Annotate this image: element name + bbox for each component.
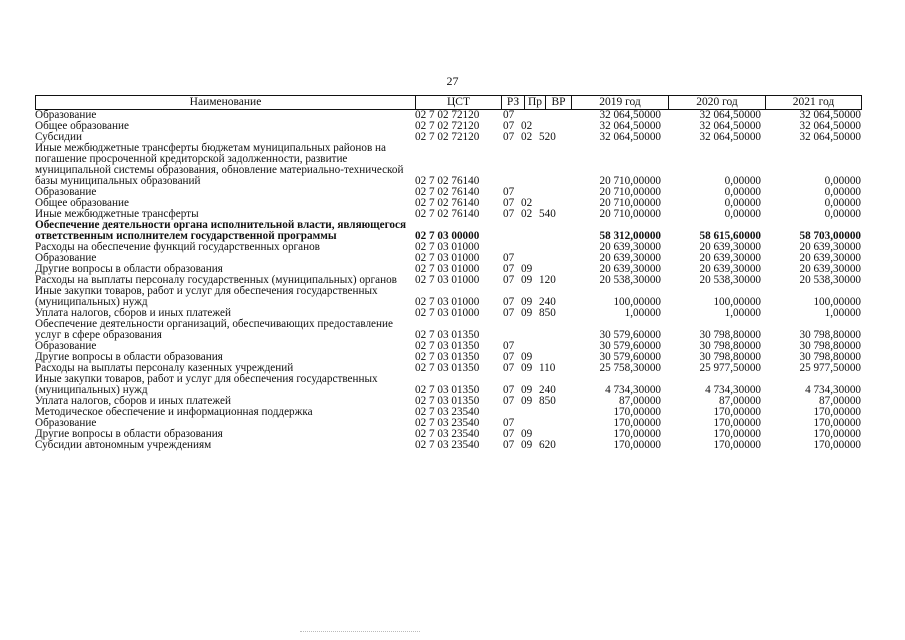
header-name: Наименование — [35, 95, 415, 110]
row-2021: 30 798,80000 — [799, 329, 861, 341]
row-name: Субсидии — [35, 131, 82, 143]
budget-table — [35, 95, 870, 451]
row-2020: 30 798,80000 — [699, 340, 761, 352]
row-cst: 02 7 03 01350 — [415, 395, 480, 407]
row-2020: 20 538,30000 — [699, 274, 761, 286]
header-2019: 2019 год — [571, 95, 668, 110]
row-2019: 20 639,30000 — [599, 263, 661, 275]
row-rz: 07 — [503, 274, 515, 286]
row-2021: 32 064,50000 — [799, 120, 861, 132]
row-2019: 58 312,00000 — [599, 230, 661, 242]
row-2019: 170,00000 — [613, 406, 661, 418]
row-vr: 110 — [539, 362, 556, 374]
row-2020: 170,00000 — [713, 439, 761, 451]
row-name: Другие вопросы в области образования — [35, 263, 223, 275]
row-cst: 02 7 03 01350 — [415, 351, 480, 363]
row-cst: 02 7 03 23540 — [415, 417, 480, 429]
row-2021: 20 639,30000 — [799, 263, 861, 275]
table-row — [35, 143, 870, 187]
row-2019: 20 710,00000 — [599, 175, 661, 187]
row-vr: 240 — [539, 296, 556, 308]
row-2019: 30 579,60000 — [599, 329, 661, 341]
row-2019: 32 064,50000 — [599, 120, 661, 132]
row-2020: 30 798,80000 — [699, 329, 761, 341]
row-2020: 0,00000 — [724, 197, 761, 209]
row-2019: 32 064,50000 — [599, 109, 661, 121]
header-vr: ВР — [545, 95, 571, 110]
row-2020: 4 734,30000 — [705, 384, 761, 396]
row-pr: 09 — [521, 439, 533, 451]
row-name: Методическое обеспечение и информационная поддержка — [35, 406, 313, 418]
row-2021: 4 734,30000 — [805, 384, 861, 396]
row-cst: 02 7 03 01000 — [415, 307, 480, 319]
header-2021: 2021 год — [765, 95, 862, 110]
row-cst: 02 7 03 01000 — [415, 263, 480, 275]
row-2019: 87,00000 — [619, 395, 661, 407]
row-pr: 09 — [521, 296, 533, 308]
row-pr: 09 — [521, 263, 533, 275]
row-vr: 520 — [539, 131, 556, 143]
row-vr: 240 — [539, 384, 556, 396]
row-2019: 170,00000 — [613, 439, 661, 451]
row-2019: 20 710,00000 — [599, 186, 661, 198]
row-rz: 07 — [503, 296, 515, 308]
row-2019: 30 579,60000 — [599, 340, 661, 352]
row-cst: 02 7 03 01000 — [415, 241, 480, 253]
row-2021: 20 639,30000 — [799, 241, 861, 253]
row-pr: 09 — [521, 307, 533, 319]
row-2020: 100,00000 — [713, 296, 761, 308]
row-name: Расходы на выплаты персоналу казенных учреждений — [35, 362, 294, 374]
row-name: Расходы на обеспечение функций государственных органов — [35, 241, 320, 253]
row-rz: 07 — [503, 340, 515, 352]
row-pr: 02 — [521, 208, 533, 220]
row-rz: 07 — [503, 428, 515, 440]
row-cst: 02 7 02 76140 — [415, 208, 480, 220]
row-2021: 170,00000 — [813, 417, 861, 429]
row-2019: 1,00000 — [624, 307, 661, 319]
row-rz: 07 — [503, 263, 515, 275]
row-2020: 32 064,50000 — [699, 109, 761, 121]
row-2020: 20 639,30000 — [699, 252, 761, 264]
row-2021: 30 798,80000 — [799, 340, 861, 352]
row-2019: 20 639,30000 — [599, 252, 661, 264]
row-rz: 07 — [503, 197, 515, 209]
row-pr: 02 — [521, 131, 533, 143]
row-name: Другие вопросы в области образования — [35, 351, 223, 363]
table-row — [35, 440, 870, 451]
row-rz: 07 — [503, 417, 515, 429]
row-2019: 20 710,00000 — [599, 197, 661, 209]
row-cst: 02 7 02 72120 — [415, 109, 480, 121]
row-2021: 20 538,30000 — [799, 274, 861, 286]
row-rz: 07 — [503, 186, 515, 198]
row-cst: 02 7 03 01350 — [415, 340, 480, 352]
table-row — [35, 374, 870, 396]
row-cst: 02 7 03 01000 — [415, 296, 480, 308]
row-2020: 20 639,30000 — [699, 241, 761, 253]
row-pr: 02 — [521, 120, 533, 132]
header-rz: РЗ — [501, 95, 524, 110]
row-2021: 32 064,50000 — [799, 109, 861, 121]
row-2021: 25 977,50000 — [799, 362, 861, 374]
table-row — [35, 319, 870, 341]
row-2019: 20 538,30000 — [599, 274, 661, 286]
row-name: Образование — [35, 252, 97, 264]
row-pr: 09 — [521, 395, 533, 407]
row-cst: 02 7 03 01350 — [415, 362, 480, 374]
row-name: Иные закупки товаров, работ и услуг для обеспечения государственных (муниципальных) нужд — [35, 373, 378, 396]
row-2019: 25 758,30000 — [599, 362, 661, 374]
header-2020: 2020 год — [668, 95, 765, 110]
row-name: Иные закупки товаров, работ и услуг для обеспечения государственных (муниципальных) нужд — [35, 285, 378, 308]
row-2020: 170,00000 — [713, 428, 761, 440]
page-number: 27 — [446, 74, 459, 88]
row-rz: 07 — [503, 252, 515, 264]
row-name: Иные межбюджетные трансферты бюджетам муниципальных районов на погашение просроченной кредиторской задолженности, развитие муниципальной системы образования, обновление материально-технической базы муниципальных образований — [35, 142, 404, 187]
row-2020: 30 798,80000 — [699, 351, 761, 363]
row-2021: 170,00000 — [813, 428, 861, 440]
row-name: Образование — [35, 340, 97, 352]
row-vr: 620 — [539, 439, 556, 451]
row-2020: 0,00000 — [724, 208, 761, 220]
row-name: Уплата налогов, сборов и иных платежей — [35, 307, 231, 319]
row-rz: 07 — [503, 362, 515, 374]
row-name: Субсидии автономным учреждениям — [35, 439, 212, 451]
row-pr: 09 — [521, 428, 533, 440]
row-2021: 30 798,80000 — [799, 351, 861, 363]
row-2021: 1,00000 — [824, 307, 861, 319]
row-2021: 100,00000 — [813, 296, 861, 308]
row-2021: 170,00000 — [813, 406, 861, 418]
row-pr: 09 — [521, 351, 533, 363]
table-header — [35, 95, 870, 110]
row-rz: 07 — [503, 120, 515, 132]
row-name: Общее образование — [35, 197, 129, 209]
header-cst: ЦСТ — [415, 95, 501, 110]
row-name: Образование — [35, 109, 97, 121]
row-2021: 170,00000 — [813, 439, 861, 451]
row-name: Другие вопросы в области образования — [35, 428, 223, 440]
row-vr: 850 — [539, 307, 556, 319]
row-2021: 0,00000 — [824, 186, 861, 198]
row-vr: 120 — [539, 274, 556, 286]
table-row — [35, 286, 870, 308]
row-rz: 07 — [503, 307, 515, 319]
row-rz: 07 — [503, 384, 515, 396]
row-2021: 58 703,00000 — [799, 230, 861, 242]
row-name: Обеспечение деятельности органа исполнительной власти, являющегося ответственным исполнителем государственной программы — [35, 219, 406, 242]
row-2020: 170,00000 — [713, 406, 761, 418]
row-2019: 20 639,30000 — [599, 241, 661, 253]
row-2020: 32 064,50000 — [699, 120, 761, 132]
row-2021: 87,00000 — [819, 395, 861, 407]
row-2019: 170,00000 — [613, 428, 661, 440]
row-2021: 32 064,50000 — [799, 131, 861, 143]
row-cst: 02 7 02 76140 — [415, 175, 480, 187]
row-rz: 07 — [503, 351, 515, 363]
row-2020: 0,00000 — [724, 186, 761, 198]
row-name: Расходы на выплаты персоналу государственных (муниципальных) органов — [35, 274, 397, 286]
row-cst: 02 7 03 23540 — [415, 406, 480, 418]
row-cst: 02 7 03 01350 — [415, 384, 480, 396]
row-pr: 09 — [521, 274, 533, 286]
row-cst: 02 7 02 76140 — [415, 197, 480, 209]
row-cst: 02 7 02 72120 — [415, 120, 480, 132]
row-2021: 0,00000 — [824, 175, 861, 187]
row-cst: 02 7 03 23540 — [415, 428, 480, 440]
row-cst: 02 7 03 01000 — [415, 252, 480, 264]
row-2020: 25 977,50000 — [699, 362, 761, 374]
row-vr: 540 — [539, 208, 556, 220]
row-cst: 02 7 03 01000 — [415, 274, 480, 286]
row-cst: 02 7 03 23540 — [415, 439, 480, 451]
row-2020: 20 639,30000 — [699, 263, 761, 275]
row-name: Образование — [35, 186, 97, 198]
row-2019: 100,00000 — [613, 296, 661, 308]
row-cst: 02 7 03 00000 — [415, 230, 480, 242]
row-pr: 02 — [521, 197, 533, 209]
row-cst: 02 7 02 72120 — [415, 131, 480, 143]
row-rz: 07 — [503, 395, 515, 407]
table-row — [35, 220, 870, 242]
scan-artifact — [300, 631, 420, 634]
row-2020: 170,00000 — [713, 417, 761, 429]
row-2020: 58 615,60000 — [699, 230, 761, 242]
row-cst: 02 7 02 76140 — [415, 186, 480, 198]
row-2019: 32 064,50000 — [599, 131, 661, 143]
row-rz: 07 — [503, 439, 515, 451]
row-2021: 0,00000 — [824, 197, 861, 209]
row-2020: 1,00000 — [724, 307, 761, 319]
row-rz: 07 — [503, 109, 515, 121]
row-name: Иные межбюджетные трансферты — [35, 208, 199, 220]
row-rz: 07 — [503, 131, 515, 143]
row-name: Образование — [35, 417, 97, 429]
row-name: Уплата налогов, сборов и иных платежей — [35, 395, 231, 407]
row-pr: 09 — [521, 384, 533, 396]
row-pr: 09 — [521, 362, 533, 374]
row-rz: 07 — [503, 208, 515, 220]
row-2019: 30 579,60000 — [599, 351, 661, 363]
row-2021: 0,00000 — [824, 208, 861, 220]
row-2020: 32 064,50000 — [699, 131, 761, 143]
row-2020: 0,00000 — [724, 175, 761, 187]
row-2019: 4 734,30000 — [605, 384, 661, 396]
row-name: Общее образование — [35, 120, 129, 132]
row-cst: 02 7 03 01350 — [415, 329, 480, 341]
row-name: Обеспечение деятельности организаций, обеспечивающих предоставление услуг в сфере образования — [35, 318, 393, 341]
table-body — [35, 110, 870, 451]
row-2019: 170,00000 — [613, 417, 661, 429]
row-2021: 20 639,30000 — [799, 252, 861, 264]
header-pr: Пр — [524, 95, 545, 110]
row-2020: 87,00000 — [719, 395, 761, 407]
row-2019: 20 710,00000 — [599, 208, 661, 220]
row-vr: 850 — [539, 395, 556, 407]
